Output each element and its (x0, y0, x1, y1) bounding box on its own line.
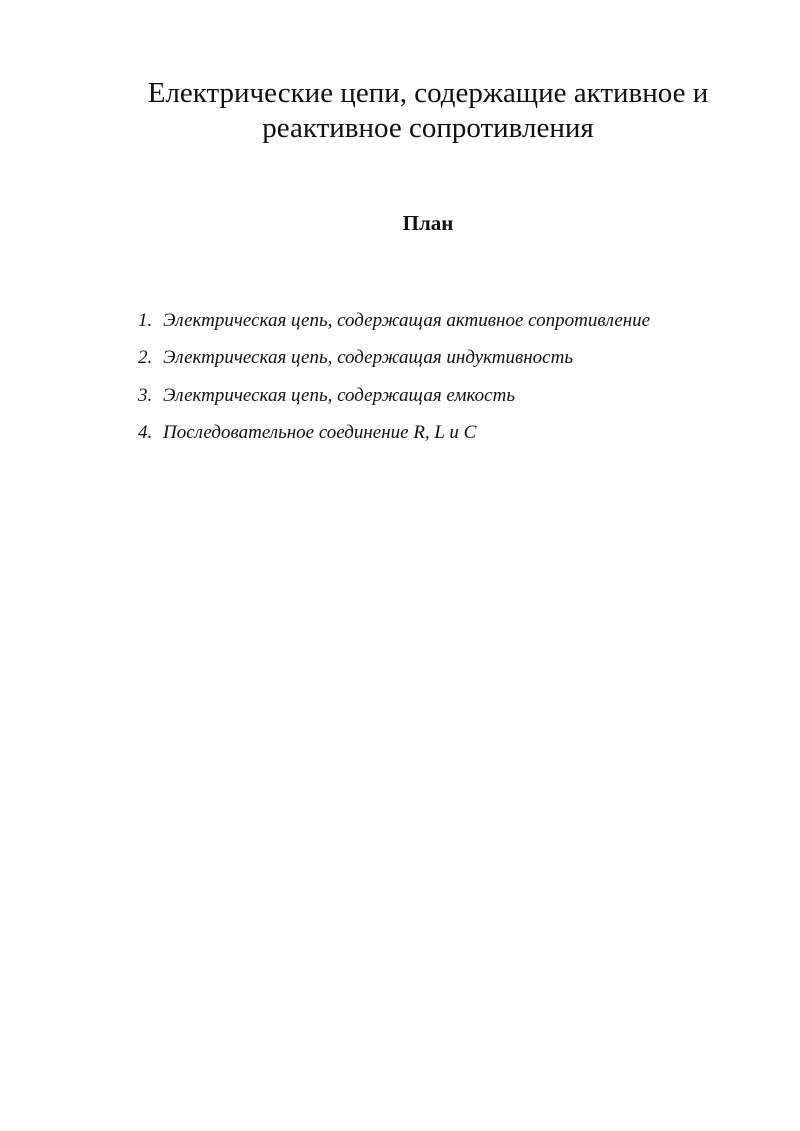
plan-item-number: 1. (138, 310, 153, 331)
plan-item-text: Электрическая цепь, содержащая емкость (163, 384, 515, 406)
plan-item-number: 4. (138, 421, 153, 443)
plan-list (138, 307, 738, 456)
plan-item (138, 307, 738, 344)
document-title (138, 76, 718, 146)
plan-item (138, 419, 738, 456)
plan-item (138, 344, 738, 381)
plan-item-text: Электрическая цепь, содержащая индуктивность (163, 347, 573, 369)
plan-item (138, 382, 738, 419)
plan-heading: План (402, 211, 454, 235)
plan-item-text: Последовательное соединение R, L и C (163, 421, 477, 443)
plan-item-number: 2. (138, 347, 153, 369)
title-line-2: реактивное сопротивления (262, 112, 594, 144)
plan-item-text: Электрическая цепь, содержащая активное сопротивление (163, 310, 651, 331)
plan-item-number: 3. (138, 384, 153, 406)
title-line-1: Електрические цепи, содержащие активное и (147, 77, 709, 109)
